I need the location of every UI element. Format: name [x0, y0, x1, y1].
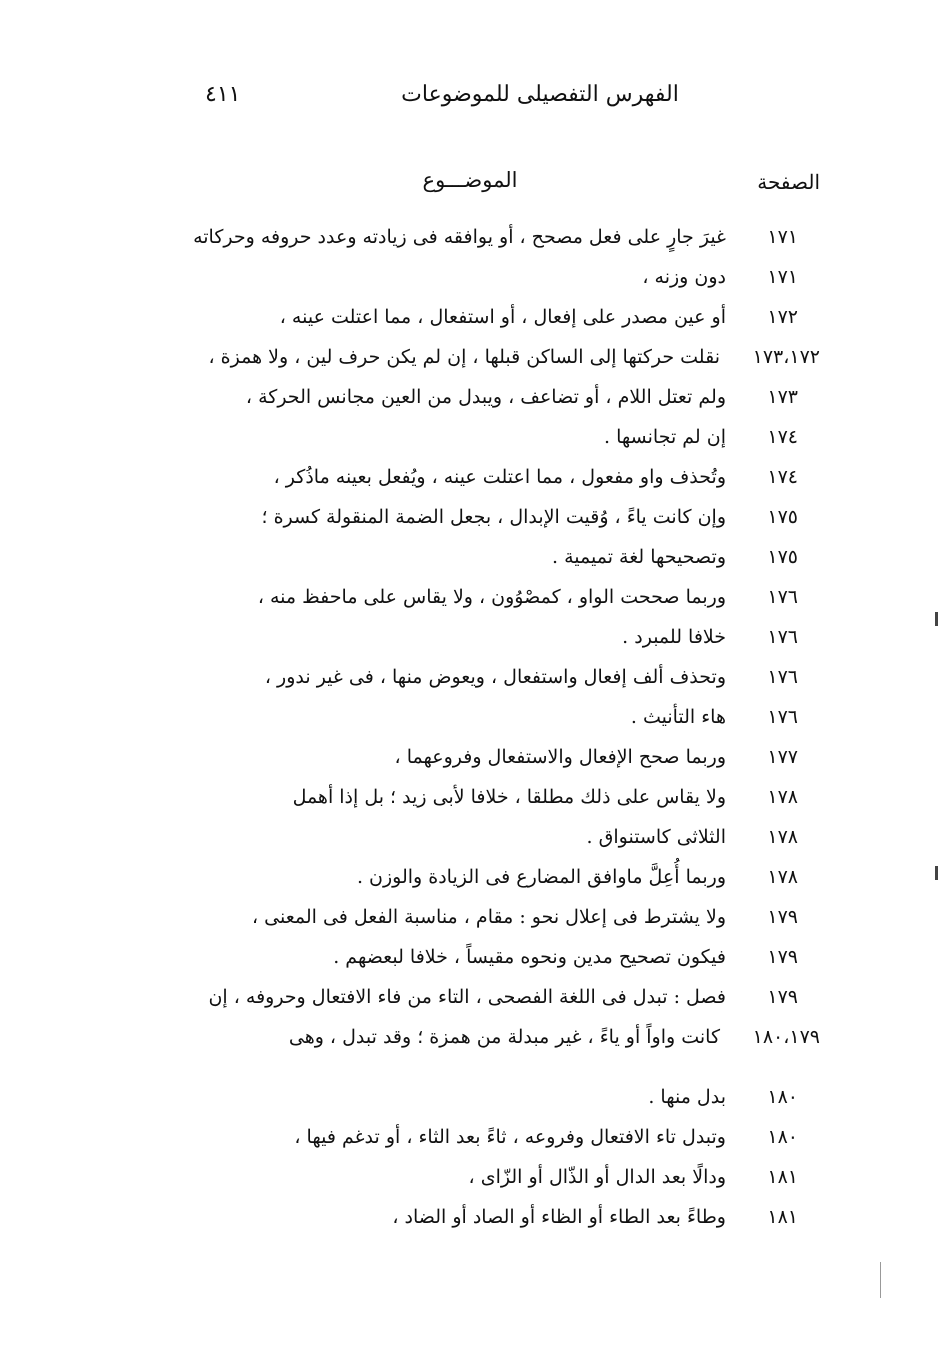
page-number: ٤١١	[205, 82, 241, 107]
entry-text: هاء التأنيث .	[630, 706, 726, 728]
index-entry	[180, 906, 820, 946]
index-entry	[180, 1026, 820, 1066]
entry-page: ١٧٤	[767, 426, 798, 448]
column-header-topic: الموضـــوع	[422, 168, 518, 192]
entry-page: ١٧٦	[767, 586, 798, 608]
entry-page: ١٨٠،١٧٩	[752, 1026, 820, 1048]
entry-page: ١٨١	[767, 1206, 798, 1228]
entry-text: وطاءً بعد الطاء أو الظاء أو الصاد أو الضاد ،	[392, 1206, 726, 1228]
scan-edge-mark	[935, 612, 938, 626]
entry-page: ١٨١	[767, 1166, 798, 1188]
entry-text: الثلاثى كاستنواق .	[586, 826, 726, 848]
index-entry	[180, 466, 820, 506]
entry-text: إن لم تجانسها .	[604, 426, 726, 448]
entry-text: وربما صحح الإفعال والاستفعال وفروعهما ،	[394, 746, 726, 768]
entry-page: ١٧٣،١٧٢	[752, 346, 820, 368]
entry-page: ١٧٨	[767, 866, 798, 888]
entry-text: وتُحذف واو مفعول ، مما اعتلت عينه ، ويُفعل بعينه ماذُكر ،	[273, 466, 726, 488]
entry-text: أو عين مصدر على إفعال ، أو استفعال ، مما اعتلت عينه ،	[279, 306, 726, 328]
scan-edge-line	[880, 1262, 881, 1298]
index-entry	[180, 1126, 820, 1166]
entry-page: ١٧٦	[767, 666, 798, 688]
entry-page: ١٧١	[767, 226, 798, 248]
entry-page: ١٨٠	[767, 1086, 798, 1108]
index-entry	[180, 666, 820, 706]
entry-text: وتحذف ألف إفعال واستفعال ، ويعوض منها ، فى غير ندور ،	[264, 666, 726, 688]
entry-page: ١٧٦	[767, 706, 798, 728]
index-entry	[180, 306, 820, 346]
entry-page: ١٧٥	[767, 506, 798, 528]
index-entry	[180, 386, 820, 426]
entry-page: ١٨٠	[767, 1126, 798, 1148]
entry-text: كانت واواً أو ياءً ، غير مبدلة من همزة ؛ وقد تبدل ، وهى	[288, 1026, 720, 1048]
entry-page: ١٧٧	[767, 746, 798, 768]
scan-edge-mark	[935, 866, 938, 880]
entry-text: ولا يقاس على ذلك مطلقا ، خلافا لأبى زيد ؛ بل إذا أهمل	[292, 786, 726, 808]
column-header-page: الصفحة	[757, 170, 820, 194]
index-entry	[180, 426, 820, 466]
index-entry	[180, 706, 820, 746]
index-entry	[180, 826, 820, 866]
entry-text: ودالًا بعد الدال أو الذّال أو الزّاى ،	[468, 1166, 726, 1188]
entry-text: وإن كانت ياءً ، وُقيت الإبدال ، بجعل الضمة المنقولة كسرة ؛	[261, 506, 726, 528]
entry-page: ١٧٦	[767, 626, 798, 648]
entry-text: غيرَ جارٍ على فعل مصحح ، أو يوافقه فى زيادته وعدد حروفه وحركاته	[193, 226, 726, 248]
entry-page: ١٧٩	[767, 906, 798, 928]
entry-text: خلافا للمبرد .	[622, 626, 726, 648]
index-entry	[180, 1166, 820, 1206]
entry-text: ولا يشترط فى إعلال نحو : مقام ، مناسبة الفعل فى المعنى ،	[251, 906, 726, 928]
index-entry	[180, 626, 820, 666]
entry-text: نقلت حركتها إلى الساكن قبلها ، إن لم يكن حرف لين ، ولا همزة ،	[208, 346, 720, 368]
index-entry	[180, 546, 820, 586]
index-entry	[180, 986, 820, 1026]
entry-text: وربما أُعِلَّ ماوافق المضارع فى الزيادة والوزن .	[356, 866, 726, 888]
entry-page: ١٧٣	[767, 386, 798, 408]
entry-page: ١٧٩	[767, 946, 798, 968]
entry-text: وتصحيحها لغة تميمية .	[552, 546, 726, 568]
index-entry	[180, 266, 820, 306]
index-entry	[180, 946, 820, 986]
index-entry	[180, 1086, 820, 1126]
entry-page: ١٧١	[767, 266, 798, 288]
index-entry	[180, 226, 820, 266]
index-entry	[180, 1206, 820, 1246]
entry-page: ١٧٤	[767, 466, 798, 488]
entry-page: ١٧٥	[767, 546, 798, 568]
entry-text: وتبدل تاء الافتعال وفروعه ، ثاءً بعد الثاء ، أو تدغم فيها ،	[294, 1126, 726, 1148]
entry-text: ولم تعتل اللام ، أو تضاعف ، ويبدل من العين مجانس الحركة ،	[245, 386, 726, 408]
index-entry	[180, 506, 820, 546]
entry-text: وربما صححت الواو ، كمصْوُون ، ولا يقاس على ماحفظ منه ،	[257, 586, 726, 608]
index-entry	[180, 746, 820, 786]
index-entry	[180, 346, 820, 386]
entry-page: ١٧٢	[767, 306, 798, 328]
entry-page: ١٧٩	[767, 986, 798, 1008]
index-entry	[180, 586, 820, 626]
index-entry	[180, 786, 820, 826]
running-title: الفهرس التفصيلى للموضوعات	[401, 82, 679, 107]
entry-text: فصل : تبدل فى اللغة الفصحى ، التاء من فاء الافتعال وحروفه ، إن	[208, 986, 726, 1008]
entry-text: دون وزنه ،	[642, 266, 726, 288]
entry-page: ١٧٨	[767, 786, 798, 808]
index-entry	[180, 866, 820, 906]
entry-text: بدل منها .	[648, 1086, 726, 1108]
entry-text: فيكون تصحيح مدين ونحوه مقيساً ، خلافا لبعضهم .	[333, 946, 726, 968]
entry-page: ١٧٨	[767, 826, 798, 848]
